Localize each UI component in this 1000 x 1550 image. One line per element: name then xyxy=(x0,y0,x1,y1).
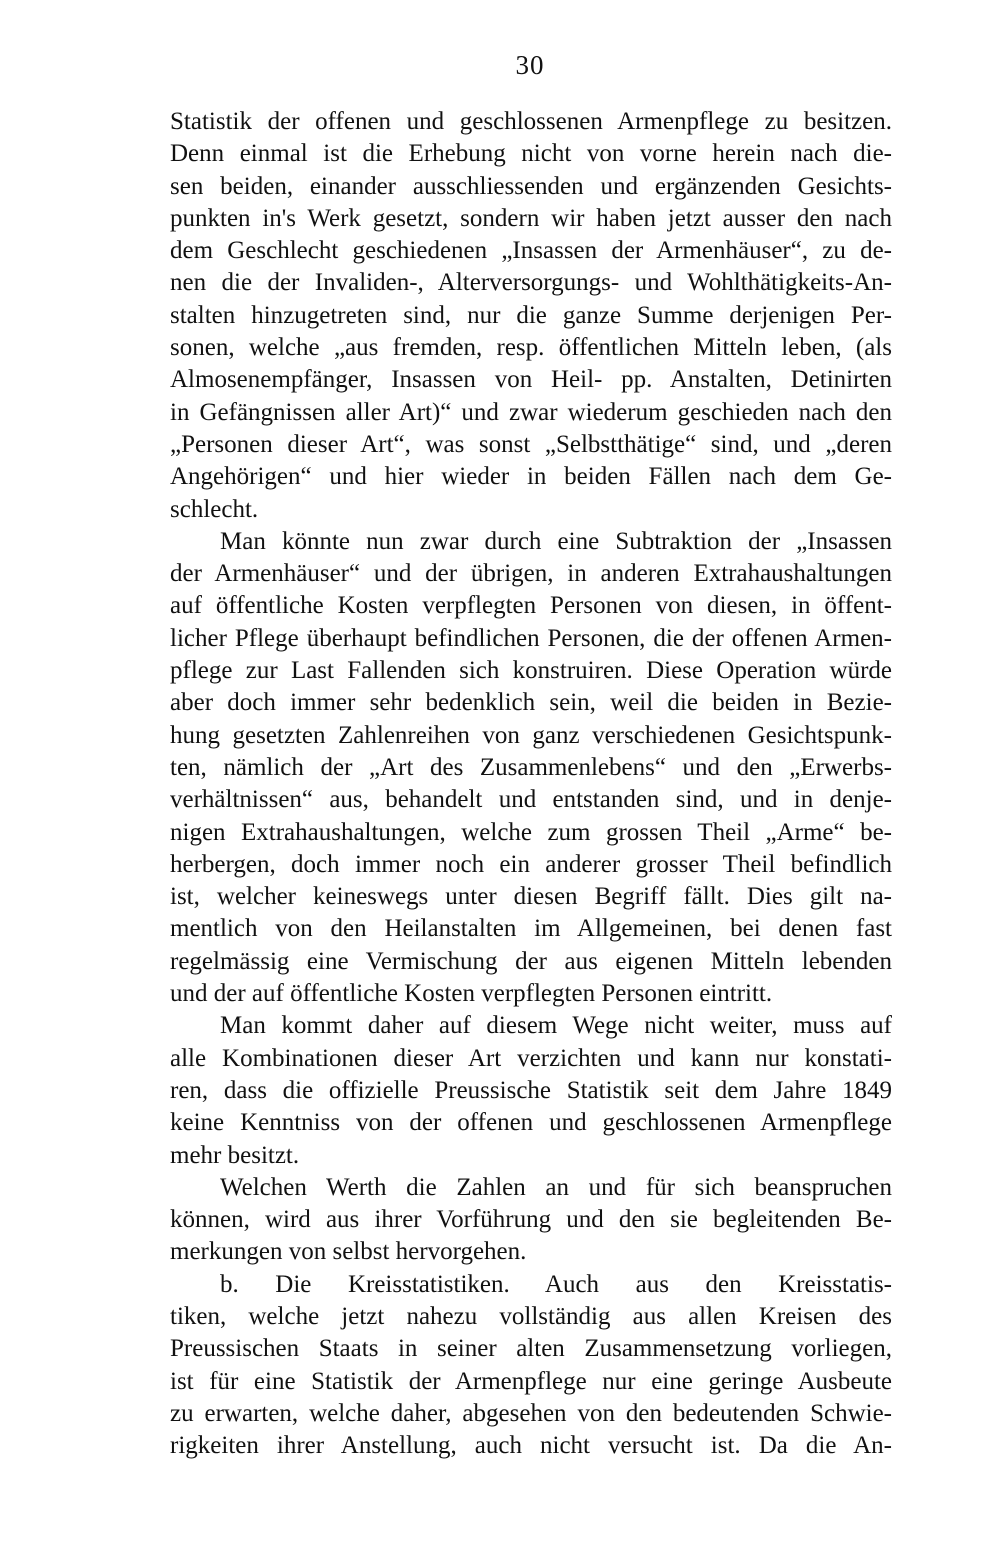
text-line: ten, nämlich der „Art des Zusammenlebens“ und den „Erwerbs- xyxy=(170,753,892,781)
text-line: schlecht. xyxy=(170,495,259,523)
text-line: rigkeiten ihrer Anstellung, auch nicht versucht ist. Da die An- xyxy=(170,1432,892,1460)
text-line: Angehörigen“ und hier wieder in beiden Fällen nach dem Ge- xyxy=(170,463,892,491)
text-line: Welchen Werth die Zahlen an und für sich beanspruchen xyxy=(220,1173,892,1201)
text-line: nen die der Invaliden-, Alterversorgungs- und Wohlthätigkeits-An- xyxy=(170,269,892,297)
text-line: sonen, welche „aus fremden, resp. öffentlichen Mitteln leben, (als xyxy=(170,334,892,362)
text-line: mentlich von den Heilanstalten im Allgemeinen, bei denen fast xyxy=(170,915,892,943)
text-line: und der auf öffentliche Kosten verpflegten Personen eintritt. xyxy=(170,980,773,1008)
text-line: ist für eine Statistik der Armenpflege nur eine geringe Ausbeute xyxy=(170,1367,892,1395)
text-line: nigen Extrahaushaltungen, welche zum grossen Theil „Arme“ be- xyxy=(170,818,892,846)
body-text xyxy=(170,106,892,1462)
text-line: verhältnissen“ aus, behandelt und entstanden sind, und in denje- xyxy=(170,786,892,814)
text-line: hung gesetzten Zahlenreihen von ganz verschiedenen Gesichtspunk- xyxy=(170,721,892,749)
text-line: der Armenhäuser“ und der übrigen, in anderen Extrahaushaltungen xyxy=(170,560,892,588)
text-line: licher Pflege überhaupt befindlichen Personen, die der offenen Armen- xyxy=(170,624,892,652)
text-line: Man könnte nun zwar durch eine Subtraktion der „Insassen xyxy=(220,527,892,555)
text-line: können, wird aus ihrer Vorführung und den sie begleitenden Be- xyxy=(170,1206,892,1234)
text-line: aber doch immer sehr bedenklich sein, weil die beiden in Bezie- xyxy=(170,689,892,717)
text-line: pflege zur Last Fallenden sich konstruiren. Diese Operation würde xyxy=(170,657,892,685)
text-line: tiken, welche jetzt nahezu vollständig aus allen Kreisen des xyxy=(170,1302,892,1330)
text-line: herbergen, doch immer noch ein anderer grosser Theil befindlich xyxy=(170,850,892,878)
text-line: merkungen von selbst hervorgehen. xyxy=(170,1238,527,1266)
text-line: auf öffentliche Kosten verpflegten Personen von diesen, in öffent- xyxy=(170,592,892,620)
text-line: punkten in's Werk gesetzt, sondern wir haben jetzt ausser den nach xyxy=(170,204,892,232)
text-line: dem Geschlecht geschiedenen „Insassen der Armenhäuser“, zu de- xyxy=(170,237,892,265)
text-line: stalten hinzugetreten sind, nur die ganze Summe derjenigen Per- xyxy=(170,301,892,329)
text-line: in Gefängnissen aller Art)“ und zwar wiederum geschieden nach den xyxy=(170,398,892,426)
text-line: sen beiden, einander ausschliessenden und ergänzenden Gesichts- xyxy=(170,172,892,200)
text-line: keine Kenntniss von der offenen und geschlossenen Armenpflege xyxy=(170,1109,892,1137)
text-line: Statistik der offenen und geschlossenen Armenpflege zu besitzen. xyxy=(170,108,892,135)
text-line: mehr besitzt. xyxy=(170,1141,300,1169)
text-line: alle Kombinationen dieser Art verzichten und kann nur konstati- xyxy=(170,1044,892,1072)
text-line: „Personen dieser Art“, was sonst „Selbstthätige“ sind, und „deren xyxy=(170,430,892,458)
text-line: ist, welcher keineswegs unter diesen Begriff fällt. Dies gilt na- xyxy=(170,883,892,911)
text-line: zu erwarten, welche daher, abgesehen von den bedeutenden Schwie- xyxy=(170,1399,892,1427)
text-line: regelmässig eine Vermischung der aus eigenen Mitteln lebenden xyxy=(170,947,892,975)
page-number: 30 xyxy=(515,50,545,80)
text-line: Almosenempfänger, Insassen von Heil- pp. Anstalten, Detinirten xyxy=(170,366,892,394)
text-line: b. Die Kreisstatistiken. Auch aus den Kreisstatis- xyxy=(220,1270,892,1298)
text-line: Preussischen Staats in seiner alten Zusammensetzung vorliegen, xyxy=(170,1335,892,1363)
text-line: Man kommt daher auf diesem Wege nicht weiter, muss auf xyxy=(220,1012,892,1040)
text-line: Denn einmal ist die Erhebung nicht von vorne herein nach die- xyxy=(170,140,892,168)
text-line: ren, dass die offizielle Preussische Statistik seit dem Jahre 1849 xyxy=(170,1076,892,1104)
